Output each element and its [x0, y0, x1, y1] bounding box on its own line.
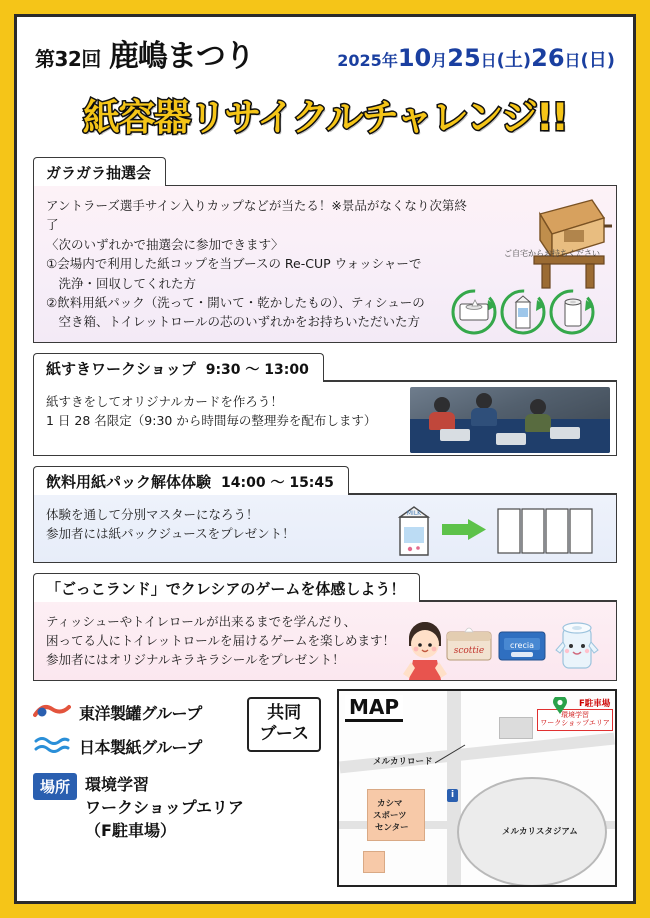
map-info-icon: i	[447, 789, 458, 802]
sponsor-block	[33, 689, 325, 887]
lottery-line-1: アントラーズ選手サイン入りカップなどが当たる！※景品がなくなり次第終了	[46, 198, 467, 233]
map-location-pin-icon	[553, 697, 567, 715]
section-lottery-text	[46, 196, 476, 332]
place-line-1: 環境学習	[85, 775, 150, 794]
section-lottery-body	[33, 186, 617, 343]
svg-text:MILK: MILK	[406, 509, 422, 517]
date-day2-unit: 日	[564, 51, 581, 70]
lottery-line-4: 洗浄・回収してくれた方	[46, 275, 197, 291]
subtitle-band	[45, 83, 605, 147]
map-center-line-3: センター	[375, 823, 409, 833]
map-workshop-callout	[537, 709, 613, 731]
poster	[14, 14, 636, 904]
nippon-paper-logo-icon	[33, 733, 71, 759]
map-road-vertical	[447, 691, 461, 885]
recycle-items-icon	[448, 286, 598, 338]
sponsor-name-toyo: 東洋製罐グループ	[79, 703, 202, 723]
gokko-line-1: ティッシューやトイレロールが出来るまでを学んだり、	[46, 613, 357, 629]
map-block-b	[499, 717, 533, 739]
lottery-line-6: 空き箱、トイレットロールの芯のいずれかをお持ちいただいた方	[46, 314, 421, 330]
joint-booth-line2: ブース	[259, 724, 309, 745]
map-stadium-label: メルカリスタジアム	[502, 827, 578, 837]
festival-title: 鹿嶋まつり	[108, 39, 254, 74]
gokko-characters-icon	[399, 602, 614, 680]
map-parking-label: F駐車場	[579, 699, 611, 709]
date-month: 10	[397, 44, 432, 72]
section-papermaking	[33, 353, 617, 456]
scottie-label: scottie	[453, 645, 485, 656]
papermaking-line-2: 1 日 28 名限定（9:30 から時間毎の整理券を配布します）	[46, 413, 377, 428]
section-gokko-text	[46, 612, 446, 670]
lottery-art-caption: ご自宅からお持ちください	[504, 249, 600, 258]
map-title: MAP	[345, 695, 403, 722]
event-date	[337, 44, 615, 72]
section-carton-body	[33, 495, 617, 563]
section-gokko-body	[33, 602, 617, 681]
papermaking-photo	[410, 387, 610, 453]
section-papermaking-body	[33, 382, 617, 456]
place-tag: 場所	[33, 773, 77, 800]
section-papermaking-title: 紙すきワークショップ	[46, 359, 196, 378]
section-gokko-land	[33, 573, 617, 681]
place-line-2: ワークショップエリア	[85, 798, 244, 818]
place-line-3: （F駐車場）	[85, 821, 176, 841]
gokko-line-2: 困ってる人にトイレットロールを届けるゲームを楽しめます！	[46, 633, 396, 648]
date-year-unit: 年	[381, 51, 398, 70]
date-year: 2025	[337, 51, 382, 70]
map-road-leader-line	[435, 743, 471, 769]
gokko-line-3: 参加者にはオリジナルキラキラシールをプレゼント！	[46, 652, 345, 668]
section-carton-time: 14:00 ～ 15:45	[221, 474, 334, 491]
bottom-area	[33, 689, 617, 887]
date-day1: 25	[447, 44, 481, 72]
sponsor-name-nippon: 日本製紙グループ	[79, 737, 202, 757]
lottery-line-3: ①会場内で利用した紙コップを当ブースの Re-CUP ウォッシャーで	[46, 256, 422, 272]
joint-booth-line1: 共同	[267, 703, 302, 723]
crecia-label: crecia	[510, 640, 534, 650]
date-day1-unit: 日	[480, 51, 497, 70]
poster-subtitle: 紙容器リサイクルチャレンジ!!	[82, 96, 568, 139]
carton-line-2: 参加者には紙パックジュースをプレゼント！	[46, 526, 295, 541]
map-road-label: メルカリロード	[373, 757, 433, 767]
map-center-line-2: スポーツ	[373, 811, 407, 821]
section-gokko-header	[33, 573, 420, 602]
section-gokko-title: 「ごっこランド」でクレシアのゲームを体感しよう！	[46, 579, 406, 598]
section-lottery-header	[33, 157, 166, 186]
toyo-seikan-logo-icon	[33, 699, 71, 725]
section-lottery	[33, 157, 617, 343]
date-day2-weekday: (日)	[580, 50, 615, 71]
section-carton-dismantle	[33, 466, 617, 563]
date-day1-weekday: (土)	[496, 50, 532, 71]
section-carton-header	[33, 466, 349, 495]
section-papermaking-time: 9:30 ～ 13:00	[205, 361, 309, 378]
section-lottery-title: ガラガラ抽選会	[46, 164, 152, 182]
carton-line-1: 体験を通して分別マスターになろう！	[46, 506, 259, 522]
poster-header	[17, 17, 633, 147]
map-callout-line-1: 環境学習	[561, 711, 589, 719]
lottery-line-2: 〈次のいずれかで抽選会に参加できます〉	[46, 236, 284, 252]
date-month-unit: 月	[431, 51, 448, 70]
date-day2: 26	[531, 44, 565, 72]
venue-map	[337, 689, 617, 887]
lottery-line-5: ②飲料用紙パック（洗って・開いて・乾かしたもの）、ティシューの	[46, 294, 425, 310]
joint-booth-badge	[247, 697, 321, 752]
papermaking-line-1: 紙すきをしてオリジナルカードを作ろう！	[46, 393, 283, 409]
map-center-line-1: カシマ	[377, 799, 403, 809]
carton-unfold-icon	[386, 497, 606, 561]
section-carton-title: 飲料用紙パック解体体験	[46, 472, 212, 491]
section-papermaking-header	[33, 353, 324, 382]
place-text	[85, 773, 244, 843]
title-row	[35, 31, 615, 75]
place-row	[33, 773, 325, 843]
edition-number: 第32回	[35, 47, 101, 71]
map-callout-line-2: ワークショップエリア	[540, 719, 610, 728]
map-block-a	[363, 851, 385, 873]
